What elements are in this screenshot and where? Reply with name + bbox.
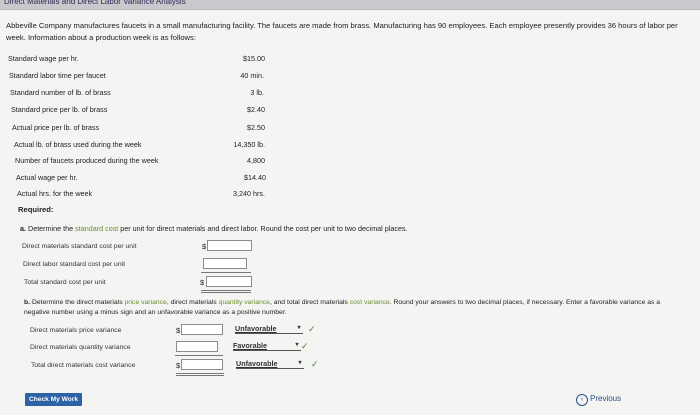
part-b-text: , direct materials — [166, 299, 219, 306]
info-label: Actual hrs. for the week — [17, 189, 93, 198]
problem-intro: Abbeville Company manufactures faucets in a small manufacturing facility. The faucets are made from brass. Manufacturing has 90 employees. Each employee presently provides 36 hours of labor per week. Information about a production week is as follows: — [6, 21, 678, 42]
info-label: Standard labor time per faucet — [9, 71, 106, 80]
correct-check-icon: ✓ — [301, 341, 309, 351]
info-label: Actual wage per hr. — [16, 173, 78, 182]
check-my-work-button[interactable]: Check My Work — [25, 393, 82, 406]
currency-symbol: $ — [176, 326, 181, 335]
total-standard-cost-input[interactable] — [206, 276, 252, 287]
glossary-term-link[interactable]: cost variance — [349, 299, 390, 306]
info-value: $15.00 — [243, 54, 265, 63]
glossary-term-link[interactable]: price variance — [124, 299, 167, 306]
chevron-down-icon: ▾ — [295, 342, 299, 348]
info-value: 3 lb. — [250, 88, 264, 97]
total-cost-variance-select[interactable] — [236, 359, 304, 369]
total-cost-variance-input[interactable] — [181, 359, 223, 370]
part-a-letter: a. — [20, 224, 26, 233]
total-rule — [176, 375, 224, 376]
info-label: Standard wage per hr. — [8, 54, 79, 63]
dm-standard-cost-label: Direct materials standard cost per unit — [22, 243, 137, 250]
total-rule — [201, 292, 251, 293]
info-label: Standard price per lb. of brass — [11, 105, 108, 114]
chevron-left-icon: ‹ — [576, 394, 588, 406]
currency-symbol: $ — [200, 278, 205, 287]
total-rule — [201, 290, 251, 291]
info-value: 14,350 lb. — [233, 140, 265, 149]
info-label: Actual price per lb. of brass — [12, 123, 100, 132]
currency-symbol: $ — [176, 361, 181, 370]
info-value: 3,240 hrs. — [233, 189, 265, 198]
quantity-variance-input[interactable] — [176, 341, 218, 352]
required-heading: Required: — [18, 205, 54, 214]
glossary-term-link[interactable]: standard cost — [75, 224, 119, 233]
subtotal-rule — [201, 272, 251, 273]
total-cost-variance-label: Total direct materials cost variance — [31, 362, 136, 369]
info-label: Standard number of lb. of brass — [10, 88, 111, 97]
chevron-down-icon: ▾ — [298, 360, 302, 366]
currency-symbol: $ — [202, 242, 207, 251]
price-variance-input[interactable] — [181, 324, 223, 335]
info-value: $2.40 — [247, 105, 265, 114]
previous-label: Previous — [590, 394, 622, 403]
part-b-letter: b. — [24, 299, 31, 306]
part-b-text: . Round your answers to two decimal places, if necessary. Enter a favorable variance as a negative number using a minus sign and an unfavorable variance as a positive number. — [24, 299, 661, 316]
page-title: Direct Materials and Direct Labor Variance Analysis — [4, 0, 186, 6]
correct-check-icon: ✓ — [308, 324, 316, 334]
info-label: Number of faucets produced during the week — [15, 156, 159, 165]
price-variance-select[interactable] — [235, 324, 303, 334]
dm-standard-cost-input[interactable] — [207, 240, 252, 251]
chevron-down-icon: ▾ — [297, 325, 301, 331]
price-variance-label: Direct materials price variance — [30, 327, 122, 334]
part-a-text: per unit for direct materials and direct labor. Round the cost per unit to two decimal places. — [118, 224, 408, 233]
selected-value: Unfavorable — [236, 359, 278, 368]
part-b-text: , and total direct materials — [269, 299, 350, 306]
info-value: $14.40 — [244, 173, 266, 182]
correct-check-icon: ✓ — [311, 359, 319, 369]
subtotal-rule — [175, 355, 223, 356]
info-label: Actual lb. of brass used during the week — [14, 140, 142, 149]
title-bar — [0, 0, 700, 10]
info-value: 4,800 — [247, 156, 265, 165]
dl-standard-cost-input[interactable] — [203, 258, 247, 269]
info-value: 40 min. — [240, 71, 264, 80]
part-a-text: Determine the — [28, 224, 76, 233]
part-b-text: Determine the direct materials — [31, 299, 125, 306]
glossary-term-link[interactable]: quantity variance — [218, 299, 270, 306]
info-value: $2.50 — [247, 123, 265, 132]
total-rule — [176, 373, 224, 374]
total-standard-cost-label: Total standard cost per unit — [24, 279, 106, 286]
selected-value: Favorable — [233, 341, 267, 350]
part-b-prompt — [24, 298, 684, 318]
quantity-variance-label: Direct materials quantity variance — [30, 344, 131, 351]
quantity-variance-select[interactable] — [233, 341, 301, 351]
previous-button[interactable] — [576, 394, 621, 406]
selected-value: Unfavorable — [235, 324, 277, 333]
dl-standard-cost-label: Direct labor standard cost per unit — [23, 261, 126, 268]
part-a-prompt — [20, 224, 408, 233]
